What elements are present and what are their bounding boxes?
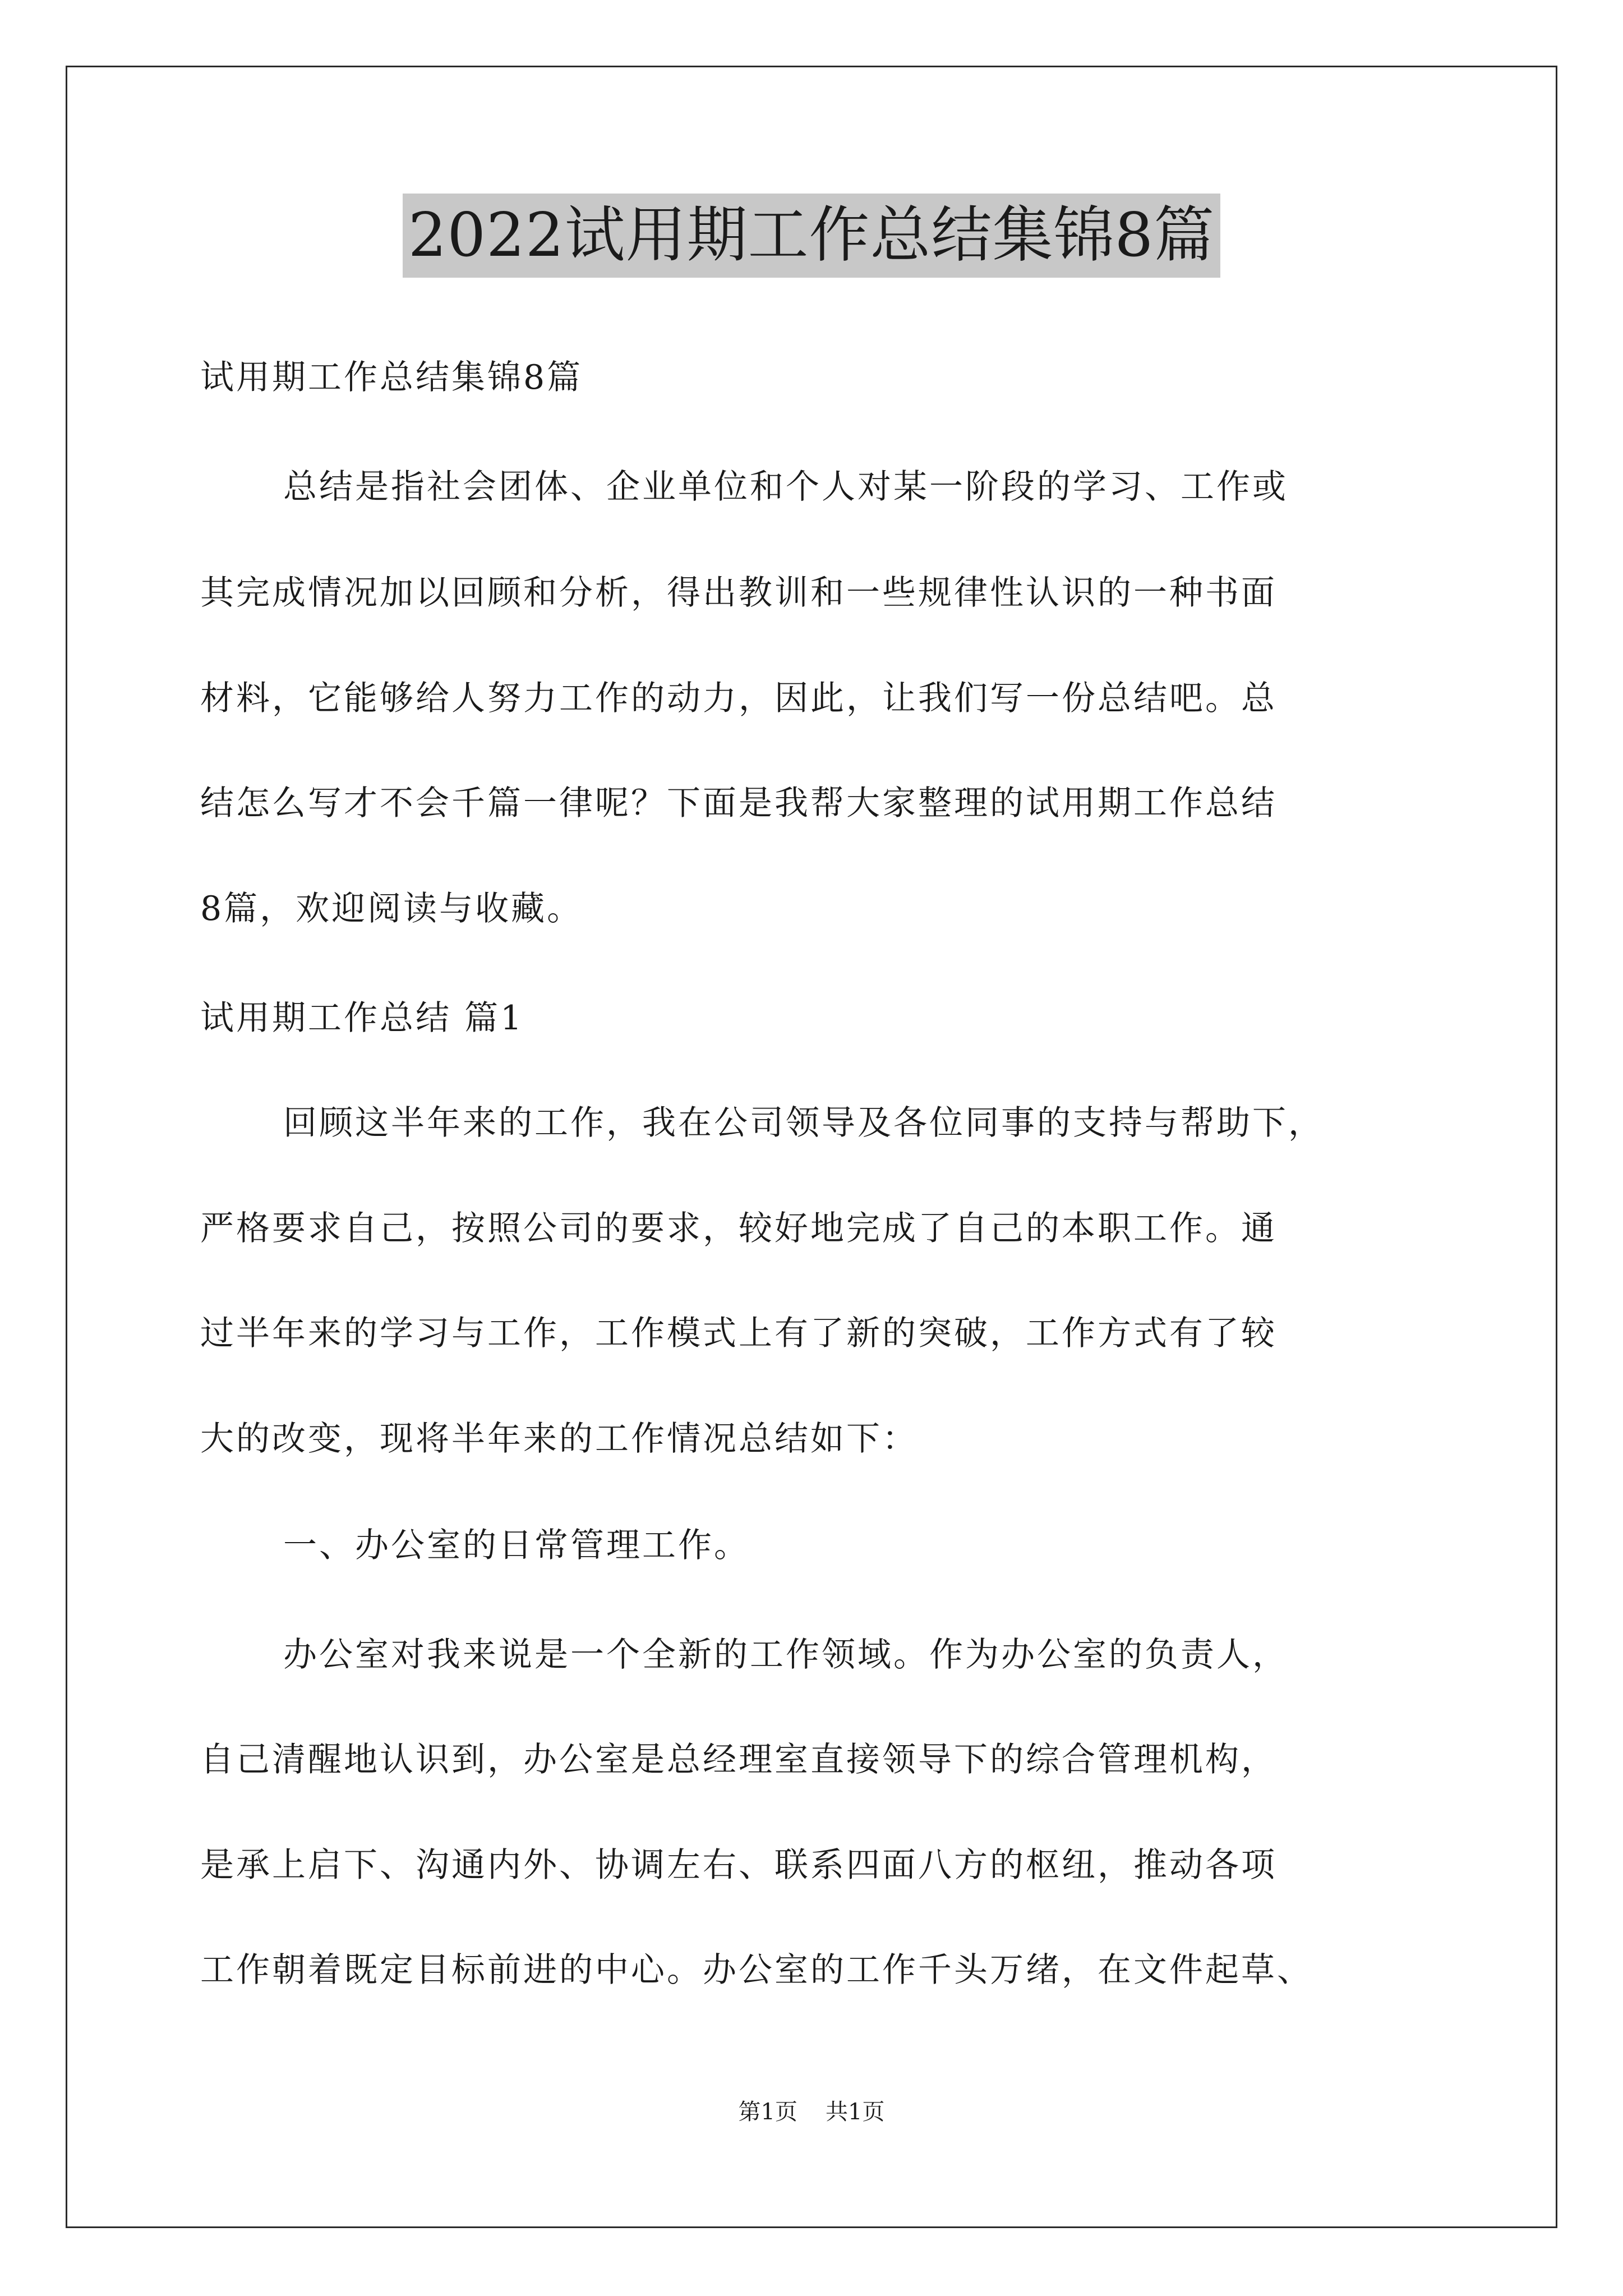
body-line: 严格要求自己，按照公司的要求，较好地完成了自己的本职工作。通 xyxy=(200,1209,1277,1248)
body-line: 8篇，欢迎阅读与收藏。 xyxy=(200,889,583,928)
body-line: 总结是指社会团体、企业单位和个人对某一阶段的学习、工作或 xyxy=(283,467,1288,507)
subsection-heading: 一、办公室的日常管理工作。 xyxy=(283,1526,750,1565)
page-total: 共1页 xyxy=(826,2099,885,2125)
page-number: 第1页 xyxy=(738,2099,797,2125)
document-title xyxy=(0,194,1623,278)
section-heading: 试用期工作总结 篇1 xyxy=(200,999,524,1038)
body-line: 自己清醒地认识到，办公室是总经理室直接领导下的综合管理机构， xyxy=(200,1740,1277,1779)
body-line: 回顾这半年来的工作，我在公司领导及各位同事的支持与帮助下， xyxy=(283,1103,1324,1143)
body-line: 其完成情况加以回顾和分析，得出教训和一些规律性认识的一种书面 xyxy=(200,573,1277,613)
body-line: 工作朝着既定目标前进的中心。办公室的工作千头万绪，在文件起草、 xyxy=(200,1950,1313,1990)
body-line: 是承上启下、沟通内外、协调左右、联系四面八方的枢纽，推动各项 xyxy=(200,1846,1277,1885)
subtitle-line: 试用期工作总结集锦8篇 xyxy=(200,358,583,397)
body-line: 过半年来的学习与工作，工作模式上有了新的突破，工作方式有了较 xyxy=(200,1314,1277,1353)
body-line: 材料，它能够给人努力工作的动力，因此，让我们写一份总结吧。总 xyxy=(200,679,1277,718)
page-footer xyxy=(0,2095,1623,2129)
body-line: 办公室对我来说是一个全新的工作领域。作为办公室的负责人， xyxy=(283,1635,1288,1674)
document-title-text: 2022试用期工作总结集锦8篇 xyxy=(403,194,1221,278)
body-line: 结怎么写才不会千篇一律呢？下面是我帮大家整理的试用期工作总结 xyxy=(200,784,1277,823)
body-line: 大的改变，现将半年来的工作情况总结如下： xyxy=(200,1419,918,1458)
